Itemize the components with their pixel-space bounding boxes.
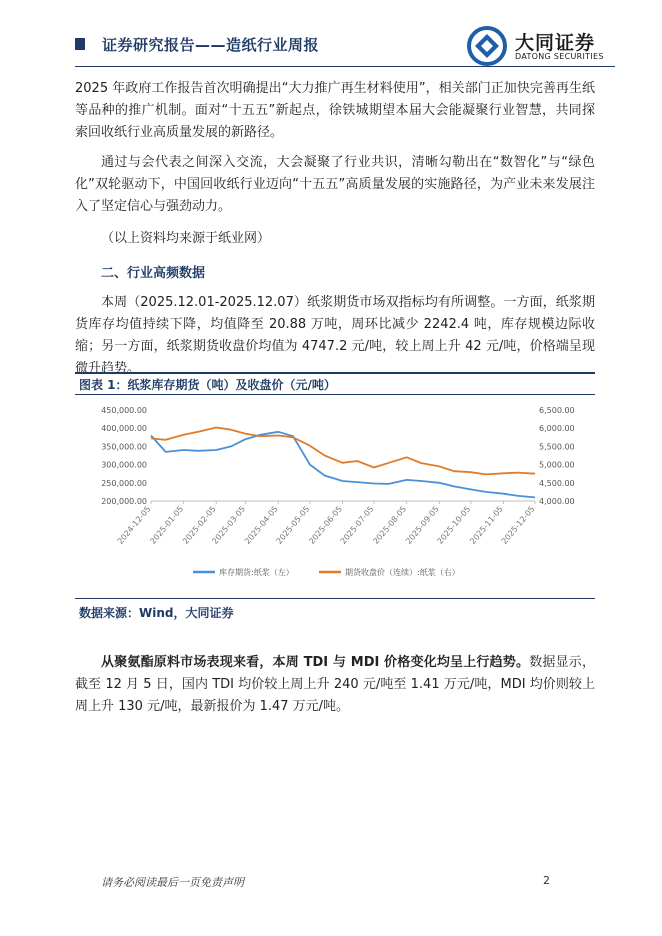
series-line-1	[151, 432, 535, 498]
figure-title: 图表 1：纸浆库存期货（吨）及收盘价（元/吨）	[79, 378, 336, 392]
x-tick-label: 2025-06-05	[307, 504, 345, 546]
x-tick-label: 2024-12-05	[115, 504, 153, 546]
y-left-tick-label: 400,000.00	[101, 424, 147, 434]
paragraph-5	[75, 652, 595, 718]
y-right-tick-label: 4,500.00	[539, 478, 575, 488]
x-tick-label: 2025-05-05	[274, 504, 312, 546]
y-left-tick-label: 350,000.00	[101, 442, 147, 452]
x-tick-label: 2025-07-05	[338, 504, 376, 546]
y-left-tick-label: 250,000.00	[101, 478, 147, 488]
header-title: 证券研究报告——造纸行业周报	[102, 36, 320, 54]
paragraph-5-lead: 从聚氨酯原料市场表现来看，本周 TDI 与 MDI 价格变化均呈上行趋势。	[101, 655, 530, 670]
y-right-tick-label: 5,500.00	[539, 442, 575, 452]
y-left-tick-label: 300,000.00	[101, 460, 147, 470]
header-marker	[75, 38, 85, 50]
paragraph-2: 通过与会代表之间深入交流，大会凝聚了行业共识，清晰勾勒出在“数智化”与“绿色化”双轮驱动下，中国回收纸行业迈向“十五五”高质量发展的实施路径，为产业未来发展注入了坚定信心与强劲动力。	[75, 155, 595, 214]
disclaimer-note: 请务必阅读最后一页免责声明	[101, 876, 244, 889]
x-tick-label: 2025-09-05	[404, 504, 441, 546]
page-number: 2	[543, 874, 550, 887]
figure-source: 数据来源：Wind，大同证券	[79, 606, 234, 620]
y-right-tick-label: 5,000.00	[539, 460, 575, 470]
x-tick-label: 2025-10-05	[435, 504, 473, 546]
x-tick-label: 2025-04-05	[243, 504, 280, 546]
y-left-tick-label: 200,000.00	[101, 497, 147, 506]
legend-label-1: 库存期货:纸浆（左）	[219, 568, 294, 577]
logo-text: 大同证券	[515, 32, 596, 54]
paragraph-3: （以上资料均来源于纸业网）	[101, 231, 271, 246]
company-logo	[467, 26, 615, 66]
pulp-chart	[75, 394, 595, 596]
figure-bottom-divider	[75, 598, 595, 599]
paragraph-5-body: 数据显示，截至 12 月 5 日，国内 TDI 均价较上周上升 240 元/吨至 1.41 万元/吨，MDI 均价则较上周上升 130 元/吨，最新报价为 1.47 万元/吨。	[75, 655, 595, 714]
page-header	[75, 20, 615, 68]
y-right-tick-label: 6,500.00	[539, 406, 575, 415]
y-left-tick-label: 450,000.00	[101, 406, 147, 415]
x-tick-label: 2025-03-05	[210, 504, 248, 546]
section-title-2: 二、行业高频数据	[101, 266, 206, 281]
x-tick-label: 2025-12-05	[499, 504, 537, 546]
y-right-tick-label: 4,000.00	[539, 497, 575, 506]
logo-subtext: DATONG SECURITIES	[515, 52, 604, 61]
x-tick-label: 2025-08-05	[371, 504, 409, 546]
x-tick-label: 2025-01-05	[148, 504, 186, 546]
x-tick-label: 2025-11-05	[468, 504, 505, 546]
paragraph-1: 2025 年政府工作报告首次明确提出“大力推广再生材料使用”，相关部门正加快完善再生纸等品种的推广机制。面对“十五五”新起点，徐铁城期望本届大会能凝聚行业智慧，共同探索回收纸行业高质量发展的新路径。	[75, 81, 595, 140]
logo-mark-icon	[467, 26, 507, 66]
y-right-tick-label: 6,000.00	[539, 424, 575, 434]
paragraph-4: 本周（2025.12.01-2025.12.07）纸浆期货市场双指标均有所调整。一方面，纸浆期货库存均值持续下降，均值降至 20.88 万吨，周环比减少 2242.4 吨，库存规模边际收缩；另一方面，纸浆期货收盘价均值为 4747.2 元/吨，较上周上升 42 元/吨，价格端呈现微升趋势。	[75, 295, 595, 376]
x-tick-label: 2025-02-05	[180, 504, 218, 546]
chart-container	[75, 394, 595, 596]
header-divider	[75, 66, 615, 67]
figure-title-bar	[75, 372, 595, 395]
legend-label-2: 期货收盘价（连续）:纸浆（右）	[345, 568, 460, 577]
